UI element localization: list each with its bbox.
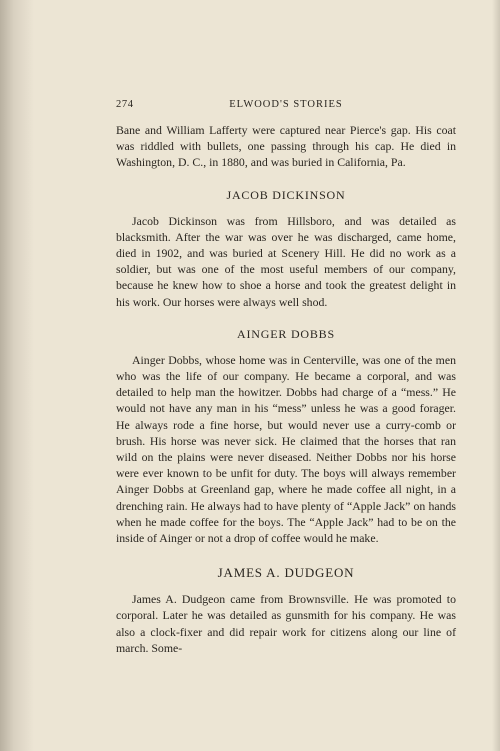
- paragraph: Bane and William Lafferty were captured near Pierce's gap. His coat was riddled with bullets, one passing through his cap. He died in Washington, D. C., in 1880, and was buried in California, Pa.: [116, 123, 456, 170]
- section-jacob-dickinson: [116, 188, 456, 310]
- section-heading: JAMES A. DUDGEON: [217, 565, 355, 581]
- paragraph: James A. Dudgeon came from Brownsville. He was promoted to corporal. Later he was detailed as gunsmith for his company. He was also a clock-fixer and did repair work for citizens along our line of march. Some-: [116, 592, 456, 655]
- section-continuation: [116, 122, 456, 171]
- paragraph: Ainger Dobbs, whose home was in Centerville, was one of the men who was the life of our company. He became a corporal, and was detailed to help man the howitzer. Dobbs had charge of a “mess.” He would not have any man in his “mess” unless he was a good forager. He always rode a fine horse, but would never use a curry-comb or brush. His horse was never sick. He claimed that the horses that ran wild on the plains were never diseased. Neither Dobbs nor his horse were ever known to be unfit for duty. The boys will always remember Ainger Dobbs at Greenland gap, where he made coffee all night, in a drenching rain. He always had to have plenty of “Apple Jack” on hands when he made coffee for the boys. The “Apple Jack” had to be on the inside of Ainger or not a drop of coffee would he make.: [116, 352, 456, 546]
- page-number: 274: [116, 99, 134, 110]
- page-body: [116, 96, 456, 656]
- section-ainger-dobbs: [116, 327, 456, 546]
- page-edge-shadow: [492, 0, 500, 751]
- section-heading: JACOB DICKINSON: [226, 187, 346, 202]
- page-gutter-shadow: [0, 0, 34, 751]
- paragraph: Jacob Dickinson was from Hillsboro, and was detailed as blacksmith. After the war was over he was discharged, came home, died in 1902, and was buried at Scenery Hill. He did no work as a soldier, but was one of the most useful members of our company, because he knew how to shoe a horse and took the greatest delight in his work. Our horses were always well shod.: [116, 213, 456, 309]
- running-title: ELWOOD'S STORIES: [229, 99, 343, 110]
- section-heading: AINGER DOBBS: [237, 326, 335, 341]
- section-james-dudgeon: [116, 565, 456, 656]
- running-head: [116, 96, 456, 114]
